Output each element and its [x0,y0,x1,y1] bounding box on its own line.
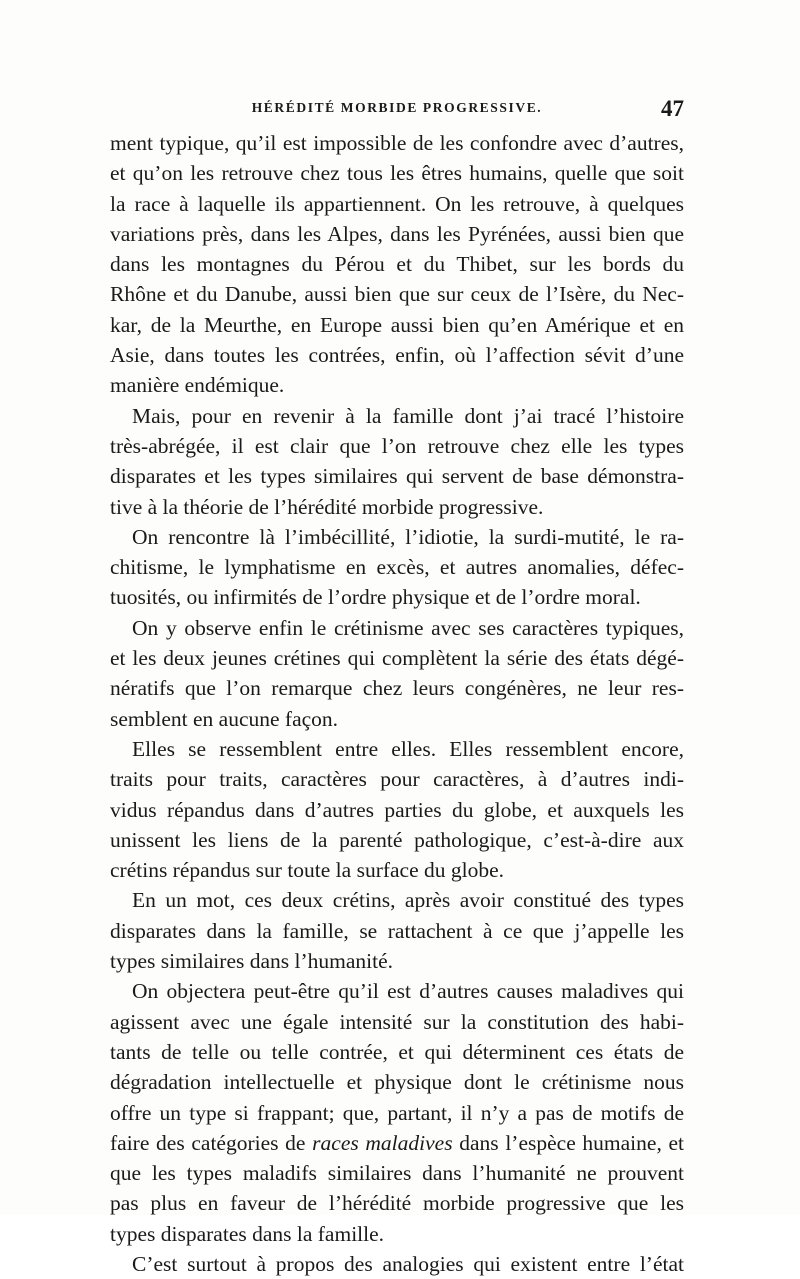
text-line: manière endémique. [110,373,285,398]
text-line: la race à laquelle ils appartiennent. On les retrouve, à quelques [110,191,684,216]
text-line: dégradation intellectuelle et physique dont le crétinisme nous [110,1070,684,1095]
text-line: vidus répandus dans d’autres parties du globe, et auxquels les [110,797,684,822]
text-line: types disparates dans la famille. [110,1221,385,1246]
text-line: tive à la théorie de l’hérédité morbide progressive. [110,494,544,519]
text-line: et les deux jeunes crétines qui complètent la série des états dégé- [110,646,684,671]
text-line: très-abrégée, il est clair que l’on retrouve chez elle les types [110,433,684,458]
text-line: types similaires dans l’humanité. [110,949,394,974]
running-title: HÉRÉDITÉ MORBIDE PROGRESSIVE. [251,100,543,115]
text-line: On rencontre là l’imbécillité, l’idiotie, la surdi-mutité, le ra- [132,524,684,549]
text-line: disparates et les types similaires qui servent de base démonstra- [110,464,684,489]
text-line: disparates dans la famille, se rattachent à ce que j’appelle les [110,918,684,943]
text-line: Mais, pour en revenir à la famille dont j’ai tracé l’histoire [132,403,684,428]
text-line: dans les montagnes du Pérou et du Thibet, sur les bords du [110,252,684,277]
text-line: unissent les liens de la parenté pathologique, c’est-à-dire aux [110,827,684,852]
italic-term: races maladives [312,1130,453,1155]
text-line: agissent avec une égale intensité sur la constitution des habi- [110,1009,684,1034]
body-text [110,128,684,1279]
text-line: On objectera peut-être qu’il est d’autres causes maladives qui [132,979,684,1004]
text-line: traits pour traits, caractères pour caractères, à d’autres indi- [110,767,684,792]
text-line: Asie, dans toutes les contrées, enfin, où l’affection sévit d’une [110,343,684,368]
text-line: tuosités, ou infirmités de l’ordre physique et de l’ordre moral. [110,585,641,610]
text-line: offre un type si frappant; que, partant, il n’y a pas de motifs de [110,1100,684,1125]
text-line: kar, de la Meurthe, en Europe aussi bien qu’en Amérique et en [110,312,684,337]
page-number: 47 [661,96,684,121]
text-line: et qu’on les retrouve chez tous les êtres humains, quelle que soit [110,161,684,186]
text-line: que les types maladifs similaires dans l’humanité ne prouvent [110,1161,684,1186]
text-line: chitisme, le lymphatisme en excès, et autres anomalies, défec- [110,555,684,580]
text-line: Elles se ressemblent entre elles. Elles ressemblent encore, [132,736,684,761]
text-line: ment typique, qu’il est impossible de les confondre avec d’autres, [110,131,684,155]
text-line: crétins répandus sur toute la surface du globe. [110,858,505,883]
line-segment: faire des catégories de [110,1130,306,1155]
text-line: tants de telle ou telle contrée, et qui déterminent ces états de [110,1039,684,1064]
text-line: On y observe enfin le crétinisme avec ses caractères typiques, [132,615,684,640]
line-segment: dans l’espèce humaine, et [459,1130,685,1155]
text-line: C’est surtout à propos des analogies qui existent entre l’état [132,1251,684,1276]
text-line: Rhône et du Danube, aussi bien que sur ceux de l’Isère, du Nec- [110,282,684,307]
text-line: variations près, dans les Alpes, dans les Pyrénées, aussi bien que [110,221,684,246]
text-line: semblent en aucune façon. [110,706,339,731]
text-line: nératifs que l’on remarque chez leurs congénères, ne leur res- [110,676,684,701]
text-line: En un mot, ces deux crétins, après avoir constitué des types [132,888,684,913]
text-line: pas plus en faveur de l’hérédité morbide progressive que les [110,1191,684,1216]
text-line-with-italic [110,1128,684,1158]
running-head [110,96,684,122]
